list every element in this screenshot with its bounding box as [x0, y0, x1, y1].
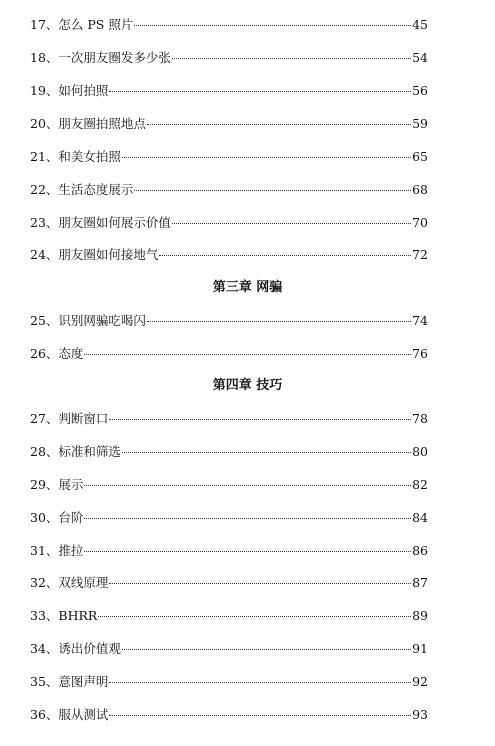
entry-number: 36、 — [30, 707, 59, 722]
toc-entry — [30, 345, 428, 363]
entry-page: 56 — [412, 83, 428, 98]
toc-entry — [30, 574, 428, 592]
entry-page: 86 — [412, 543, 428, 558]
entry-number: 21、 — [30, 149, 59, 164]
dot-leader — [134, 13, 411, 26]
dot-leader — [109, 670, 411, 683]
entry-number: 28、 — [30, 444, 59, 459]
dot-leader — [122, 145, 411, 158]
chapter-heading: 第四章 技巧 — [212, 378, 283, 393]
dot-leader — [84, 342, 411, 355]
toc-entry — [30, 542, 428, 560]
entry-title: 识别网骗吃喝闪 — [58, 313, 146, 328]
entry-number: 17、 — [30, 17, 59, 32]
dot-leader — [122, 440, 411, 453]
entry-number: 25、 — [30, 313, 59, 328]
entry-title: BHRR — [58, 608, 98, 623]
entry-title: 和美女拍照 — [58, 149, 121, 164]
dot-leader — [172, 211, 411, 224]
entry-title: 朋友圈如何展示价值 — [58, 215, 171, 230]
entry-number: 23、 — [30, 215, 59, 230]
dot-leader — [172, 46, 411, 59]
dot-leader — [147, 112, 411, 125]
entry-title: 推拉 — [58, 543, 84, 558]
entry-number: 34、 — [30, 641, 59, 656]
entry-page: 74 — [412, 313, 428, 328]
entry-number: 35、 — [30, 674, 59, 689]
entry-title: 意图声明 — [58, 674, 109, 689]
entry-number: 24、 — [30, 247, 59, 262]
entry-title: 朋友圈拍照地点 — [58, 116, 146, 131]
toc-entry — [30, 706, 428, 724]
chapter-heading: 第三章 网骗 — [212, 280, 283, 295]
entry-number: 20、 — [30, 116, 59, 131]
toc-entry — [30, 82, 428, 100]
entry-page: 84 — [412, 510, 428, 525]
entry-page: 68 — [412, 182, 428, 197]
dot-leader — [147, 309, 411, 322]
entry-title: 怎么 PS 照片 — [58, 17, 134, 32]
toc-entry — [30, 115, 428, 133]
toc-entry — [30, 673, 428, 691]
entry-page: 59 — [412, 116, 428, 131]
entry-title: 态度 — [58, 346, 84, 361]
dot-leader — [122, 637, 411, 650]
entry-page: 76 — [412, 346, 428, 361]
entry-page: 78 — [412, 411, 428, 426]
entry-page: 87 — [412, 575, 428, 590]
entry-title: 判断窗口 — [58, 411, 109, 426]
dot-leader — [84, 506, 411, 519]
toc-entry — [30, 181, 428, 199]
entry-page: 93 — [412, 707, 428, 722]
entry-number: 26、 — [30, 346, 59, 361]
toc-entry — [30, 640, 428, 658]
entry-title: 标准和筛选 — [58, 444, 121, 459]
dot-leader — [109, 79, 411, 92]
entry-title: 诱出价值观 — [58, 641, 121, 656]
entry-title: 双线原理 — [58, 575, 109, 590]
entry-title: 如何拍照 — [58, 83, 109, 98]
toc-entry — [30, 49, 428, 67]
entry-number: 27、 — [30, 411, 59, 426]
entry-number: 18、 — [30, 50, 59, 65]
toc-entry — [30, 16, 428, 34]
entry-title: 服从测试 — [58, 707, 109, 722]
dot-leader — [109, 703, 411, 716]
entry-page: 91 — [412, 641, 428, 656]
toc-entry — [30, 214, 428, 232]
entry-number: 30、 — [30, 510, 59, 525]
entry-number: 19、 — [30, 83, 59, 98]
dot-leader — [159, 243, 411, 256]
entry-title: 一次朋友圈发多少张 — [58, 50, 171, 65]
entry-page: 70 — [412, 215, 428, 230]
entry-title: 朋友圈如何接地气 — [58, 247, 159, 262]
dot-leader — [109, 407, 411, 420]
dot-leader — [84, 473, 411, 486]
toc-entry — [30, 509, 428, 527]
entry-page: 92 — [412, 674, 428, 689]
dot-leader — [109, 571, 411, 584]
entry-number: 32、 — [30, 575, 59, 590]
entry-page: 72 — [412, 247, 428, 262]
toc-entry — [30, 148, 428, 166]
entry-page: 89 — [412, 608, 428, 623]
dot-leader — [98, 604, 411, 617]
entry-number: 29、 — [30, 477, 59, 492]
entry-title: 生活态度展示 — [58, 182, 134, 197]
entry-page: 45 — [412, 17, 428, 32]
entry-title: 展示 — [58, 477, 84, 492]
entry-page: 54 — [412, 50, 428, 65]
toc-entry — [30, 312, 428, 330]
entry-page: 80 — [412, 444, 428, 459]
entry-title: 台阶 — [58, 510, 84, 525]
entry-number: 22、 — [30, 182, 59, 197]
toc-entry — [30, 476, 428, 494]
toc-entry — [30, 607, 428, 625]
entry-page: 65 — [412, 149, 428, 164]
toc-entry — [30, 246, 428, 264]
dot-leader — [134, 178, 411, 191]
entry-page: 82 — [412, 477, 428, 492]
entry-number: 33、 — [30, 608, 59, 623]
entry-number: 31、 — [30, 543, 59, 558]
toc-entry — [30, 443, 428, 461]
dot-leader — [84, 539, 411, 552]
toc-entry — [30, 410, 428, 428]
